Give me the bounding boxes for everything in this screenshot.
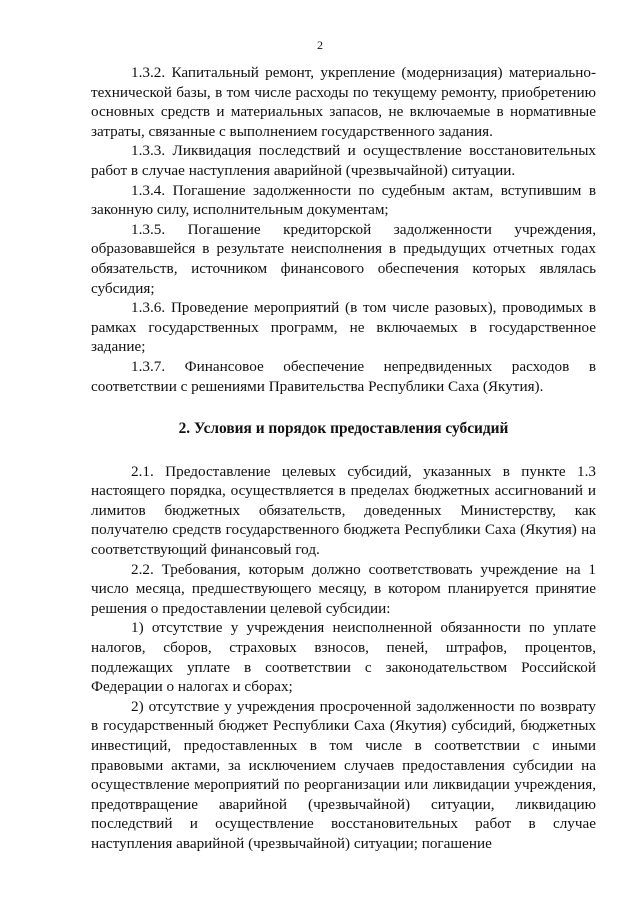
section-title: 2. Условия и порядок предоставления субсидий xyxy=(178,420,509,438)
paragraph-2-1: 2.1. Предоставление целевых субсидий, указанных в пункте 1.3 настоящего порядка, осуществляется в пределах бюджетных ассигнований и лимитов бюджетных обязательств, доведенных Министерству, как получателю средств государственного бюджета Республики Саха (Якутия) на соответствующий финансовый год. xyxy=(91,462,596,559)
list-item-1: 1) отсутствие у учреждения неисполненной обязанности по уплате налогов, сборов, страховых взносов, пеней, штрафов, процентов, подлежащих уплате в соответствии с законодательством Российской Федерации о налогах и сборах; xyxy=(91,619,596,696)
page-number: 2 xyxy=(317,38,323,52)
document-body xyxy=(91,63,596,854)
paragraph-2-2: 2.2. Требования, которым должно соответствовать учреждение на 1 число месяца, предшествующего месяцу, в котором планируется принятие решения о предоставлении целевой субсидии: xyxy=(91,560,596,617)
paragraph-1-3-3: 1.3.3. Ликвидация последствий и осуществление восстановительных работ в случае наступления аварийной (чрезвычайной) ситуации. xyxy=(91,142,596,179)
paragraph-1-3-4: 1.3.4. Погашение задолженности по судебным актам, вступившим в законную силу, исполнительным документам; xyxy=(91,181,596,219)
list-item-2: 2) отсутствие у учреждения просроченной задолженности по возврату в государственный бюджет Республики Саха (Якутия) субсидий, бюджетных инвестиций, предоставленных в том числе в соответствии с иными правовыми актами, за исключением случаев предоставления субсидии на осуществление мероприятий по реорганизации или ликвидации учреждения, предотвращение аварийной (чрезвычайной) ситуации, ликвидацию последствий и осуществление восстановительных работ в случае наступления аварийной (чрезвычайной) ситуации; погашение xyxy=(91,697,596,852)
paragraph-1-3-2: 1.3.2. Капитальный ремонт, укрепление (модернизация) материально-технической базы, в том числе расходы по текущему ремонту, приобретению основных средств и материальных запасов, не включаемые в нормативные затраты, связанные с выполнением государственного задания. xyxy=(91,64,596,140)
paragraph-1-3-5: 1.3.5. Погашение кредиторской задолженности учреждения, образовавшейся в результате неисполнения в предыдущих отчетных годах обязательств, источником финансового обеспечения которых являлась субсидия; xyxy=(91,220,596,297)
paragraph-1-3-7: 1.3.7. Финансовое обеспечение непредвиденных расходов в соответствии с решениями Правительства Республики Саха (Якутия). xyxy=(91,357,596,395)
paragraph-1-3-6: 1.3.6. Проведение мероприятий (в том числе разовых), проводимых в рамках государственных программ, не включаемых в государственное задание; xyxy=(91,299,596,356)
